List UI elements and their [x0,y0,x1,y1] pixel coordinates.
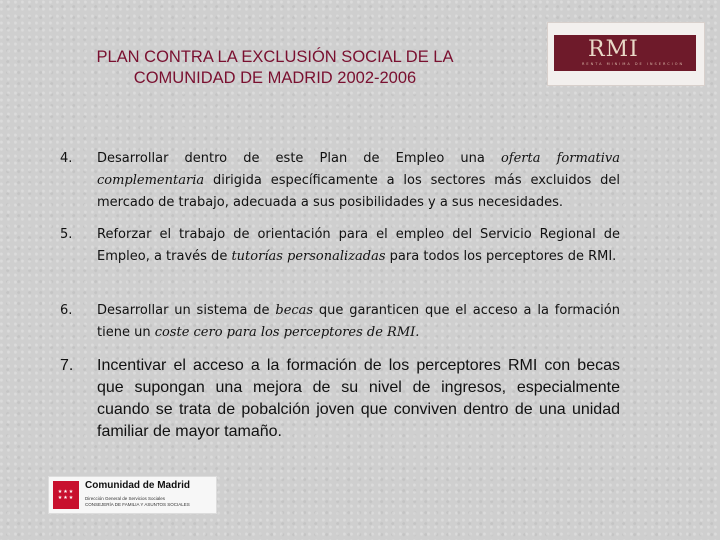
text-run: para todos los perceptores de RMI. [385,249,617,264]
list-item-text [97,300,620,344]
list-item-number: 5. [60,227,73,242]
rmi-logo-text: RMI [588,37,639,62]
title-line-1: PLAN CONTRA LA EXCLUSIÓN SOCIAL DE LA [96,48,454,66]
text-run: Desarrollar un sistema de [97,303,276,318]
logo-subtitle-2: CONSEJERÍA DE FAMILIA Y ASUNTOS SOCIALES [85,502,190,507]
logo-subtitle-1: Dirección General de Servicios Sociales [85,496,166,501]
rmi-logo-banner [554,35,696,71]
list-item-text [97,355,620,443]
text-run: Incentivar el acceso a la formación de los perceptores RMI con becas que supongan una mejora de su nivel de ingresos, especialmente cuando se trata de pobalción joven que conviven dentro de una unidad familiar de mayor tamaño. [97,357,620,440]
list-item-4 [60,148,620,214]
comunidad-madrid-logo [48,476,217,514]
logo-title: Comunidad de Madrid [85,480,190,491]
list-item-number: 4. [60,151,73,166]
rmi-logo-subtitle: RENTA MINIMA DE INSERCION [582,62,685,66]
list-item-number: 7. [60,357,74,374]
page-title [40,47,510,89]
text-run: Desarrollar dentro de este Plan de Empleo una [97,151,501,166]
list-item-number: 6. [60,303,73,318]
list-item-text [97,148,620,214]
text-run: Reforzar el trabajo de orientación para el empleo del Servicio Regional de Empleo, a través de [97,227,620,264]
list-item-5 [60,224,620,268]
emphasis-text: tutorías personalizadas [231,249,386,264]
text-run: que garanticen que el acceso a la formación tiene un [97,303,620,340]
title-line-2: COMUNIDAD DE MADRID 2002-2006 [133,69,417,87]
list-item-6 [60,300,620,344]
emphasis-text: oferta formativa complementaria [97,151,620,188]
text-run: dirigida específicamente a los sectores más excluidos del mercado de trabajo, adecuada a sus posibilidades y a sus necesidades. [97,173,620,210]
list-item-7 [60,355,620,443]
emphasis-text: becas [275,303,314,318]
madrid-flag-icon: ★★★ ★★★ [53,481,79,509]
rmi-logo [547,22,705,86]
emphasis-text: coste cero para los perceptores de RMI. [154,325,420,340]
list-item-text [97,224,620,268]
